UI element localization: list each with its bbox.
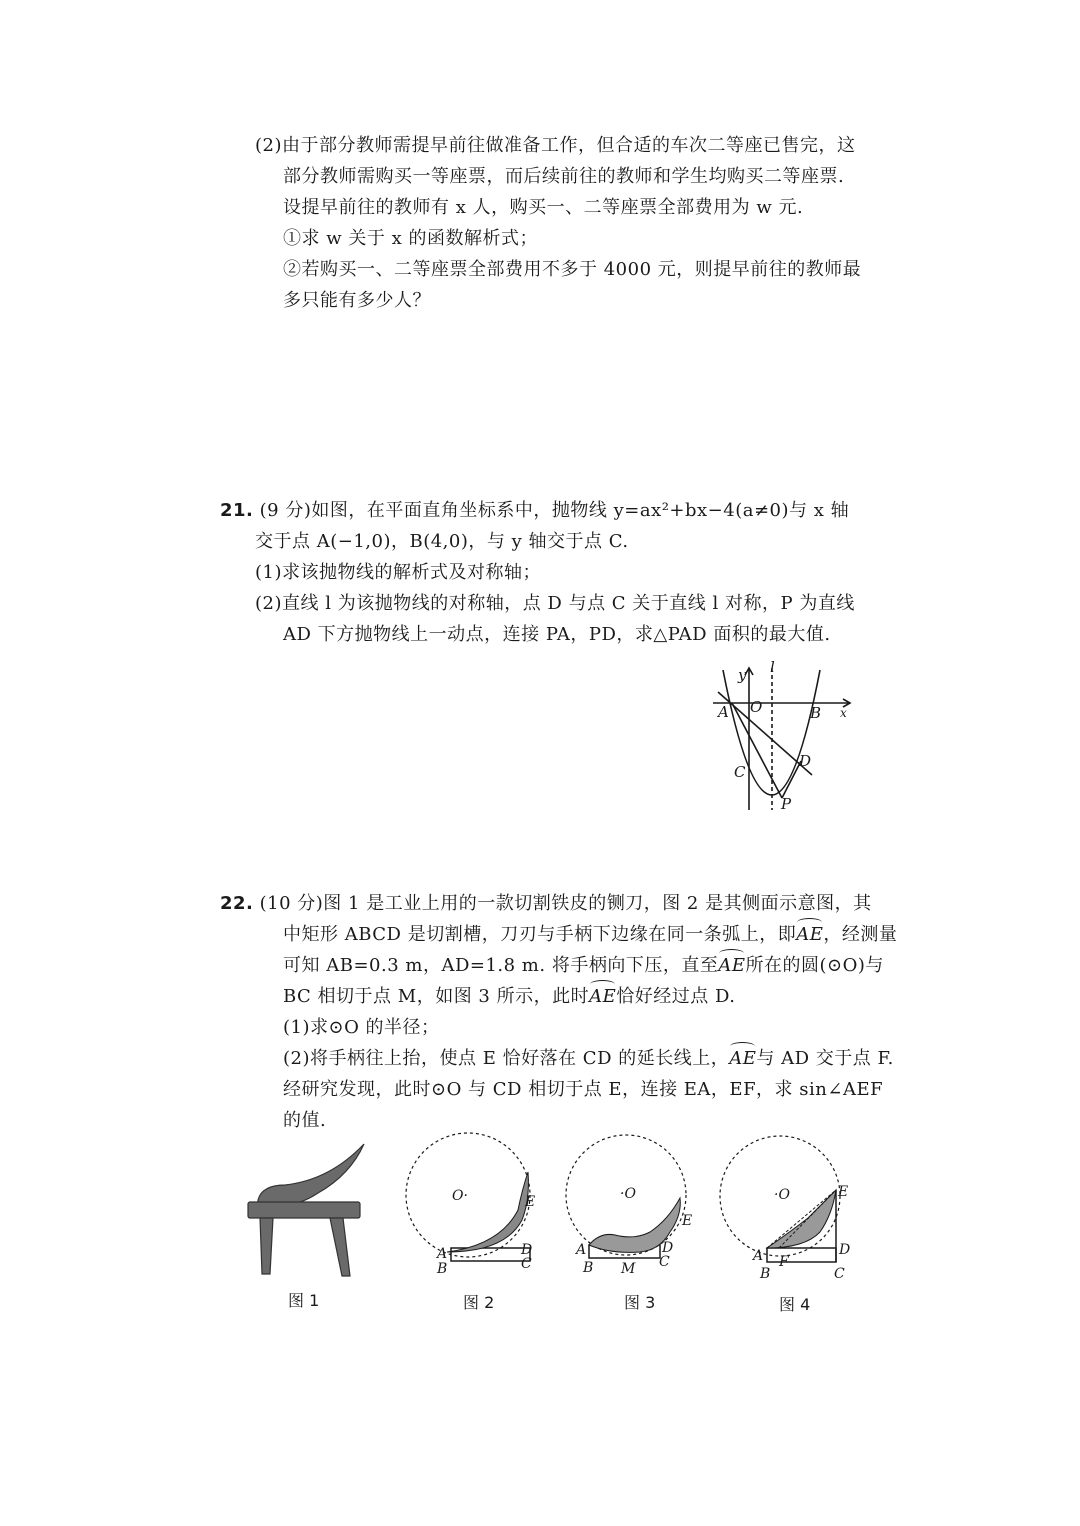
table-top bbox=[248, 1202, 360, 1218]
fig2-label-c: C bbox=[521, 1256, 532, 1272]
fig2-label-a: A bbox=[437, 1246, 448, 1262]
fig2-label-o: O· bbox=[452, 1188, 468, 1204]
q20-line-5: ②若购买一、二等座票全部费用不多于 4000 元，则提早前往的教师最 bbox=[283, 259, 862, 280]
fig4-label-d: D bbox=[839, 1242, 851, 1258]
q21-number: 21. bbox=[220, 500, 254, 521]
caption-figure-2: 图 2 bbox=[463, 1293, 495, 1312]
fig2-label-e: E bbox=[525, 1194, 536, 1210]
q22-line-6b: 与 AD 交于点 F. bbox=[756, 1048, 894, 1069]
q22-number: 22. bbox=[220, 893, 254, 914]
fig2-label-b: B bbox=[437, 1261, 448, 1277]
label-b: B bbox=[810, 704, 822, 722]
fig3-label-c: C bbox=[659, 1254, 670, 1270]
fig3-label-o: ·O bbox=[620, 1186, 636, 1202]
q21-line-2: 交于点 A(−1,0)，B(4,0)，与 y 轴交于点 C. bbox=[255, 531, 629, 552]
label-o: O bbox=[750, 698, 763, 716]
label-y: y bbox=[738, 666, 747, 684]
blade-shape bbox=[447, 1172, 528, 1252]
q22-line-3b: 所在的圆(⊙O)与 bbox=[745, 955, 884, 976]
q22-line-4b: 恰好经过点 D. bbox=[616, 986, 736, 1007]
left-leg bbox=[260, 1218, 273, 1274]
q22-line-3 bbox=[283, 953, 884, 979]
fig4-label-b: B bbox=[760, 1266, 771, 1282]
rect-abcd bbox=[767, 1248, 836, 1262]
label-a: A bbox=[718, 703, 729, 721]
circle-o bbox=[406, 1133, 533, 1258]
q20-line-6: 多只能有多少人？ bbox=[283, 290, 431, 311]
fig3-label-e: E bbox=[682, 1213, 693, 1229]
arc-ae-3: AE bbox=[589, 984, 616, 1010]
fig4-label-c: C bbox=[834, 1266, 845, 1282]
q22-line-1: (10 分)图 1 是工业上用的一款切割铁皮的铡刀，图 2 是其侧面示意图，其 bbox=[259, 893, 872, 914]
figure-1-guillotine-image bbox=[240, 1140, 370, 1280]
fig4-label-a: A bbox=[753, 1248, 764, 1264]
q20-line-3: 设提早前往的教师有 x 人，购买一、二等座票全部费用为 w 元. bbox=[283, 197, 804, 218]
q22-line-2b: ，经测量 bbox=[823, 924, 898, 945]
q21-line-4: (2)直线 l 为该抛物线的对称轴，点 D 与点 C 关于直线 l 对称，P 为直线 bbox=[255, 593, 855, 614]
fig2-label-d: D bbox=[521, 1242, 533, 1258]
figure-3-diagram bbox=[560, 1130, 710, 1280]
label-p: P bbox=[781, 795, 792, 813]
fig4-label-f: F bbox=[779, 1254, 789, 1270]
label-d: D bbox=[799, 752, 812, 770]
label-c: C bbox=[734, 763, 746, 781]
q22-line-7: 经研究发现，此时⊙O 与 CD 相切于点 E，连接 EA，EF，求 sin∠AEF bbox=[283, 1079, 884, 1100]
arc-ae-2: AE bbox=[718, 953, 745, 979]
q22-line-6 bbox=[283, 1046, 894, 1072]
q21-line-1: (9 分)如图，在平面直角坐标系中，抛物线 y=ax²+bx−4(a≠0)与 x 轴 bbox=[259, 500, 850, 521]
q20-line-1: (2)由于部分教师需提早前往做准备工作，但合适的车次二等座已售完，这 bbox=[255, 135, 856, 156]
q21-line-3: (1)求该抛物线的解析式及对称轴； bbox=[255, 562, 541, 583]
right-leg bbox=[330, 1218, 350, 1276]
label-x: x bbox=[840, 706, 847, 720]
fig3-label-d: D bbox=[662, 1240, 674, 1256]
fig4-label-o: ·O bbox=[774, 1187, 790, 1203]
q20-line-2: 部分教师需购买一等座票，而后续前往的教师和学生均购买二等座票. bbox=[283, 166, 845, 187]
q20-line-4: ①求 w 关于 x 的函数解析式； bbox=[283, 228, 538, 249]
q22-line-4 bbox=[283, 984, 735, 1010]
caption-figure-1: 图 1 bbox=[288, 1291, 320, 1310]
fig3-label-m: M bbox=[621, 1261, 636, 1277]
q21-parabola-figure bbox=[700, 660, 860, 830]
q22-text-1 bbox=[220, 891, 872, 917]
arc-ae-1: AE bbox=[796, 922, 823, 948]
q22-line-2a: 中矩形 ABCD 是切割槽，刀刃与手柄下边缘在同一条弧上，即 bbox=[283, 924, 797, 945]
q22-line-2 bbox=[283, 922, 897, 948]
q22-line-3a: 可知 AB=0.3 m，AD=1.8 m. 将手柄向下压，直至 bbox=[283, 955, 719, 976]
figure-4-diagram bbox=[712, 1130, 862, 1290]
q21-line-5: AD 下方抛物线上一动点，连接 PA，PD，求△PAD 面积的最大值. bbox=[283, 624, 831, 645]
caption-figure-3: 图 3 bbox=[624, 1293, 656, 1312]
q21-text-1 bbox=[220, 498, 849, 524]
q22-line-5: (1)求⊙O 的半径； bbox=[283, 1017, 440, 1038]
blade-handle bbox=[258, 1144, 364, 1206]
fig4-label-e: E bbox=[838, 1184, 849, 1200]
q22-line-6a: (2)将手柄往上抬，使点 E 恰好落在 CD 的延长线上， bbox=[283, 1048, 730, 1069]
q22-line-8: 的值. bbox=[283, 1110, 327, 1131]
label-l: l bbox=[770, 658, 775, 676]
caption-figure-4: 图 4 bbox=[779, 1295, 811, 1314]
figure-2-diagram bbox=[400, 1130, 550, 1280]
fig3-label-a: A bbox=[576, 1242, 587, 1258]
q22-line-4a: BC 相切于点 M，如图 3 所示，此时 bbox=[283, 986, 590, 1007]
arc-ae-4: AE bbox=[729, 1046, 756, 1072]
fig3-label-b: B bbox=[583, 1260, 594, 1276]
